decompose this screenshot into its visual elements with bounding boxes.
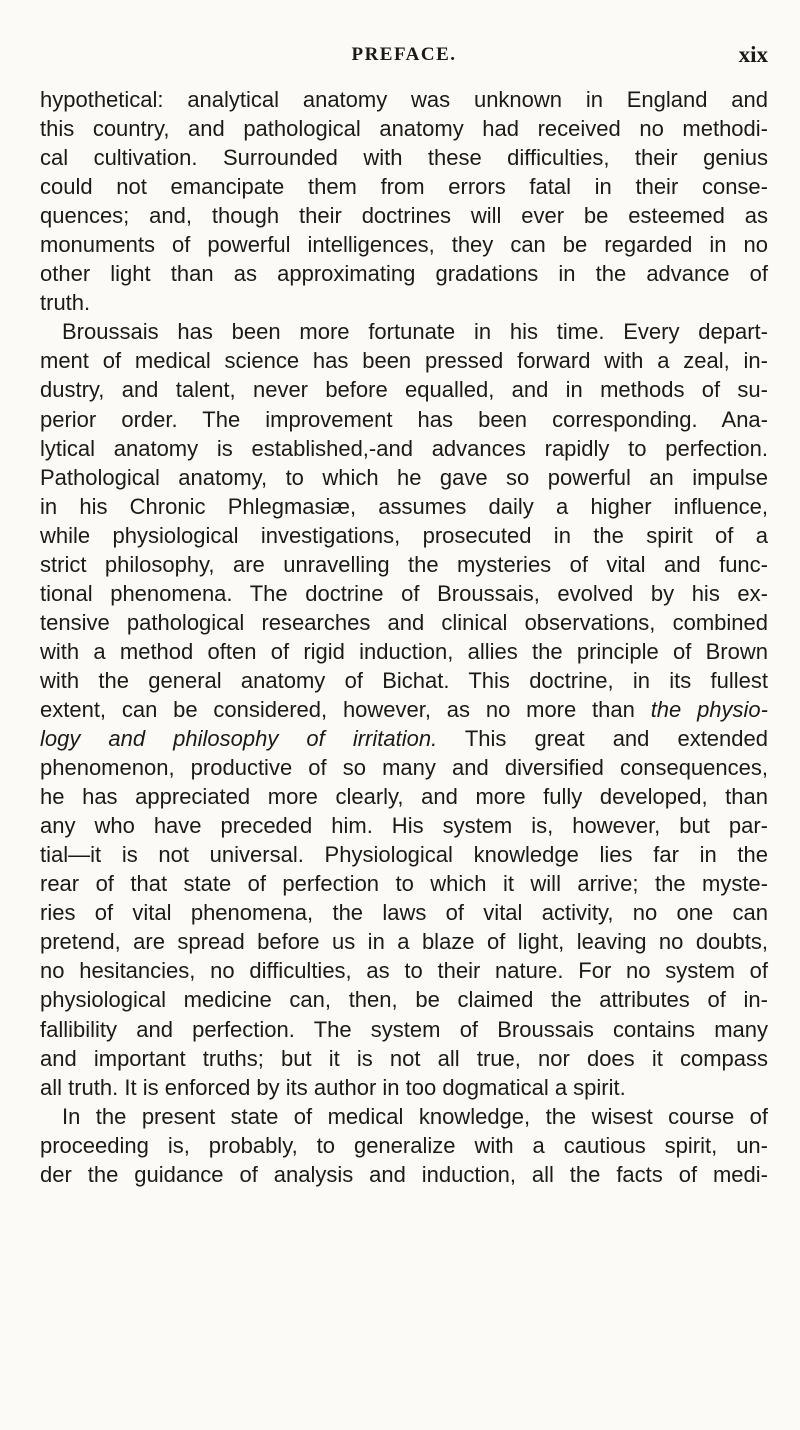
text-line <box>40 259 768 288</box>
text-line <box>40 1015 768 1044</box>
text-line <box>40 230 768 259</box>
text-line <box>40 898 768 927</box>
text-line <box>40 114 768 143</box>
text-line <box>40 201 768 230</box>
text-line-content: tensive pathological researches and clinical observations, combined <box>40 609 768 635</box>
text-line <box>40 1131 768 1160</box>
text-line-content: extent, can be considered, however, as no more than <box>40 696 651 722</box>
text-line <box>40 375 768 404</box>
text-line <box>40 666 768 695</box>
text-line-content: and important truths; but it is not all true, nor does it compass <box>40 1045 768 1071</box>
text-line-content: cal cultivation. Surrounded with these difficulties, their genius <box>40 145 768 171</box>
italic-phrase: the physio- <box>650 696 768 722</box>
text-line-content: could not emancipate them from errors fatal in their conse- <box>40 174 768 200</box>
text-line <box>40 985 768 1014</box>
text-line <box>40 346 768 375</box>
text-line <box>40 637 768 666</box>
text-line-content: ries of vital phenomena, the laws of vital activity, no one can <box>40 900 768 926</box>
italic-phrase: logy and philosophy of irritation. <box>40 726 438 752</box>
text-line <box>40 1160 768 1189</box>
text-line-content: pretend, are spread before us in a blaze of light, leaving no doubts, <box>40 929 768 955</box>
text-line-content: with the general anatomy of Bichat. This doctrine, in its fullest <box>40 667 768 693</box>
text-line-content: phenomenon, productive of so many and diversified consequences, <box>40 755 768 781</box>
text-line-content: Broussais has been more fortunate in his time. Every depart- <box>62 319 768 345</box>
text-line-content: this country, and pathological anatomy had received no methodi- <box>40 116 768 142</box>
text-line-content: fallibility and perfection. The system of Broussais contains many <box>40 1016 768 1042</box>
text-line <box>40 724 768 753</box>
text-line-content: physiological medicine can, then, be claimed the attributes of in- <box>40 987 768 1013</box>
text-line-content: any who have preceded him. His system is, however, but par- <box>40 813 768 839</box>
text-line <box>40 317 768 346</box>
text-line-content: all truth. It is enforced by its author in too dogmatical a spirit. <box>40 1074 626 1100</box>
text-line <box>40 550 768 579</box>
text-line <box>40 840 768 869</box>
text-line-content: truth. <box>40 290 91 316</box>
text-line-content: dustry, and talent, never before equalled, and in methods of su- <box>40 377 768 403</box>
text-line <box>40 1044 768 1073</box>
text-line-content: tial—it is not universal. Physiological knowledge lies far in the <box>40 842 768 868</box>
text-line <box>40 927 768 956</box>
text-line <box>40 405 768 434</box>
text-line-content: while physiological investigations, prosecuted in the spirit of a <box>40 522 768 548</box>
text-line <box>40 956 768 985</box>
text-line-content: no hesitancies, no difficulties, as to their nature. For no system of <box>40 958 768 984</box>
text-line-content: In the present state of medical knowledge, the wisest course of <box>62 1103 768 1129</box>
page-number: xix <box>738 42 768 67</box>
text-line <box>40 85 768 114</box>
text-line <box>40 608 768 637</box>
body-text <box>40 85 768 1189</box>
text-line-content: monuments of powerful intelligences, they can be regarded in no <box>40 232 768 258</box>
text-line-content: rear of that state of perfection to which it will arrive; the myste- <box>40 871 768 897</box>
text-line-content: Pathological anatomy, to which he gave so powerful an impulse <box>40 464 768 490</box>
text-line <box>40 782 768 811</box>
text-line-content: in his Chronic Phlegmasiæ, assumes daily a higher influence, <box>40 493 768 519</box>
text-line <box>40 695 768 724</box>
text-line <box>40 434 768 463</box>
text-line <box>40 492 768 521</box>
text-line <box>40 1073 768 1102</box>
page-title: PREFACE. <box>351 44 457 65</box>
running-head <box>40 44 768 72</box>
text-line-content: quences; and, though their doctrines will ever be esteemed as <box>40 203 768 229</box>
text-line-content: strict philosophy, are unravelling the mysteries of vital and func- <box>40 551 768 577</box>
text-line <box>40 172 768 201</box>
text-line <box>40 811 768 840</box>
text-line <box>40 463 768 492</box>
text-line-content: he has appreciated more clearly, and more fully developed, than <box>40 784 768 810</box>
text-line <box>40 521 768 550</box>
text-line-content: ment of medical science has been pressed forward with a zeal, in- <box>40 348 768 374</box>
text-line-content: with a method often of rigid induction, allies the principle of Brown <box>40 638 768 664</box>
text-line-content: hypothetical: analytical anatomy was unknown in England and <box>40 87 768 112</box>
text-line-content: This great and extended <box>437 726 768 752</box>
text-line-content: other light than as approximating gradations in the advance of <box>40 261 768 287</box>
text-line-content: perior order. The improvement has been corresponding. Ana- <box>40 406 768 432</box>
text-line <box>40 288 768 317</box>
text-line <box>40 753 768 782</box>
text-line-content: lytical anatomy is established,-and advances rapidly to perfection. <box>40 435 768 461</box>
text-line <box>40 869 768 898</box>
text-line <box>40 1102 768 1131</box>
text-line-content: tional phenomena. The doctrine of Broussais, evolved by his ex- <box>40 580 768 606</box>
text-line-content: proceeding is, probably, to generalize with a cautious spirit, un- <box>40 1132 768 1158</box>
text-line <box>40 143 768 172</box>
text-line <box>40 579 768 608</box>
text-line-content: der the guidance of analysis and induction, all the facts of medi- <box>40 1161 768 1187</box>
